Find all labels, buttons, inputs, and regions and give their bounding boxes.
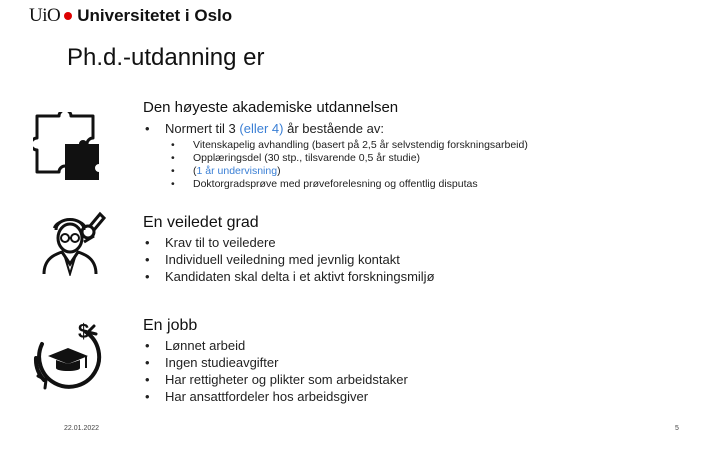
list-item: • Lønnet arbeid <box>143 337 408 354</box>
bullet-list <box>143 234 435 285</box>
section-heading: Den høyeste akademiske utdannelsen <box>143 99 399 116</box>
list-item: • Vitenskapelig avhandling (basert på 2,5 år selvstendig forskningsarbeid) <box>143 139 528 152</box>
list-item: • Har ansattfordeler hos arbeidsgiver <box>143 388 408 405</box>
list-item: • (1 år undervisning) <box>143 165 528 178</box>
page-number: 5 <box>675 425 679 432</box>
uio-logo <box>29 6 232 26</box>
section-heading: En jobb <box>143 317 198 334</box>
list-item: • Individuell veiledning med jevnlig kontakt <box>143 251 435 268</box>
section-supervised <box>143 213 435 285</box>
list-item: • Har rettigheter og plikter som arbeidstaker <box>143 371 408 388</box>
list-item: • Krav til to veiledere <box>143 234 435 251</box>
bullet-list <box>143 120 528 137</box>
list-item: • Normert til 3 (eller 4) år bestående av: <box>143 120 528 137</box>
section-heading: En veiledet grad <box>143 214 259 231</box>
list-item: • Opplæringsdel (30 stp., tilsvarende 0,5 år studie) <box>143 152 528 165</box>
sub-bullet-list <box>143 139 528 191</box>
logo-dot-icon <box>64 12 72 20</box>
list-item: • Doktorgradsprøve med prøveforelesning og offentlig disputas <box>143 178 528 191</box>
bullet-list <box>143 337 408 405</box>
list-item: • Ingen studieavgifter <box>143 354 408 371</box>
footer-date: 22.01.2022 <box>64 425 100 432</box>
section-job <box>143 316 408 405</box>
logo-name: Universitetet i Oslo <box>77 6 233 25</box>
logo-abbrev: UiO <box>29 5 61 26</box>
puzzle-icon <box>33 112 105 184</box>
section-academic <box>143 99 528 191</box>
list-item: • Kandidaten skal delta i et aktivt forskningsmiljø <box>143 268 435 285</box>
svg-text:$: $ <box>78 321 90 343</box>
scientist-icon <box>34 208 106 276</box>
slide-title: Ph.d.-utdanning er <box>67 44 265 71</box>
graduation-salary-icon <box>30 318 106 394</box>
